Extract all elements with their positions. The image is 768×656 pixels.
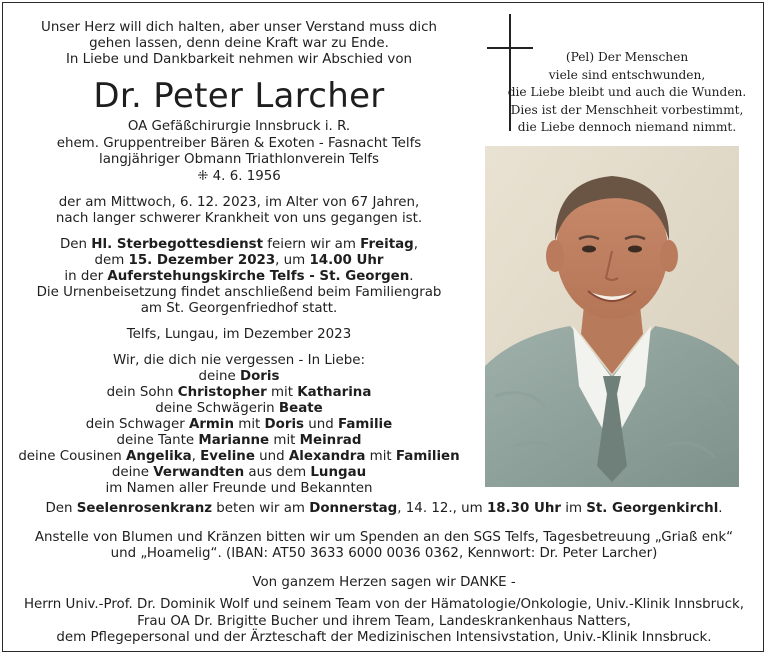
poem-line-1: (Pel) Der Menschen [565, 50, 689, 64]
mourner-row-8: im Namen aller Freunde und Bekannten [105, 481, 373, 496]
service-line-2: dem 15. Dezember 2023, um 14.00 Uhr [94, 253, 384, 268]
death-line-2: nach langer schwerer Krankheit von uns gegangen ist. [55, 211, 423, 226]
intro-line-1: Unser Herz will dich halten, aber unser Verstand muss dich [41, 20, 437, 35]
thanks-line-1: Herrn Univ.-Prof. Dr. Dominik Wolf und seinem Team von der Hämatologie/Onkologie, Univ.-Klinik Innsbruck, [23, 597, 745, 612]
poem-line-3: die Liebe bleibt und auch die Wunden. [507, 85, 747, 99]
rosary-line: Den Seelenrosenkranz beten wir am Donnerstag, 14. 12., um 18.30 Uhr im St. Georgenkirchl. [45, 501, 723, 516]
title-line-1: OA Gefäßchirurgie Innsbruck i. R. [127, 119, 351, 134]
service-line-3: in der Auferstehungskirche Telfs - St. Georgen. [64, 269, 414, 284]
intro-line-2: gehen lassen, denn deine Kraft war zu Ende. [89, 36, 389, 51]
title-line-3: langjähriger Obmann Triathlonverein Telfs [99, 152, 379, 167]
donation-line-1: Anstelle von Blumen und Kränzen bitten wir um Spenden an den SGS Telfs, Tagesbetreuung „Griaß enk“ [34, 530, 734, 545]
poem-line-5: die Liebe dennoch niemand nimmt. [517, 120, 737, 134]
poem [487, 49, 767, 137]
obituary-notice [2, 2, 764, 652]
donation-line-2: und „Hoamelig“. (IBAN: AT50 3633 6000 0036 0362, Kennwort: Dr. Peter Larcher) [110, 546, 658, 561]
birth-date: ⁜ 4. 6. 1956 [197, 169, 281, 184]
mourner-row-1: deine Doris [198, 369, 280, 384]
thanks-line-2: Frau OA Dr. Brigitte Bucher und ihrem Team, Landeskrankenhaus Natters, [137, 614, 631, 629]
mourner-row-4: dein Schwager Armin mit Doris und Familie [85, 417, 393, 432]
mourners-intro: Wir, die dich nie vergessen - In Liebe: [113, 353, 365, 368]
intro-line-3: In Liebe und Dankbarkeit nehmen wir Abschied von [65, 52, 413, 67]
service-line-4: Die Urnenbeisetzung findet anschließend beim Familiengrab [36, 285, 442, 300]
service-line-1: Den Hl. Sterbegottesdienst feiern wir am Freitag, [59, 237, 419, 252]
mourner-row-3: deine Schwägerin Beate [155, 401, 323, 416]
mourner-row-7: deine Verwandten aus dem Lungau [111, 465, 367, 480]
mourner-row-5: deine Tante Marianne mit Meinrad [116, 433, 362, 448]
poem-line-4: Dies ist der Menschheit vorbestimmt, [510, 102, 744, 117]
poem-line-2: viele sind entschwunden, [548, 67, 706, 82]
portrait-photo [485, 146, 739, 487]
deceased-name: Dr. Peter Larcher [93, 76, 385, 116]
mourner-row-2: dein Sohn Christopher mit Katharina [106, 385, 372, 400]
thanks-line-3: dem Pflegepersonal und der Ärzteschaft der Medizinischen Intensivstation, Univ.-Klinik Innsbruck. [56, 630, 712, 645]
death-line-1: der am Mittwoch, 6. 12. 2023, im Alter von 67 Jahren, [58, 195, 420, 210]
place-date: Telfs, Lungau, im Dezember 2023 [126, 327, 352, 342]
mourner-row-6: deine Cousinen Angelika, Eveline und Alexandra mit Familien [18, 449, 460, 464]
title-line-2: ehem. Gruppentreiber Bären & Exoten - Fasnacht Telfs [56, 136, 422, 151]
service-line-5: am St. Georgenfriedhof statt. [140, 301, 338, 316]
thanks-heading: Von ganzem Herzen sagen wir DANKE - [252, 575, 516, 590]
